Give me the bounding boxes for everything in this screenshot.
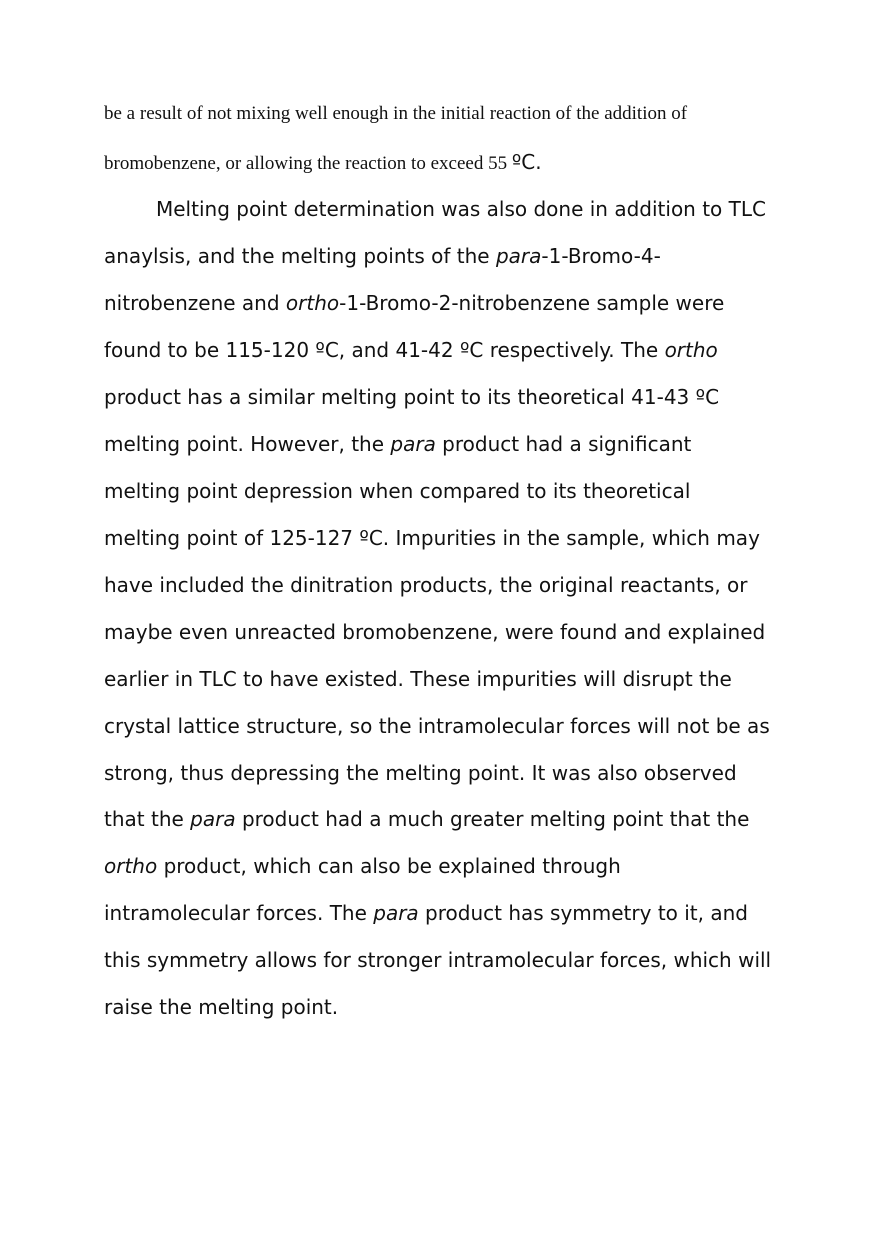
line-text: product has symmetry to it, and — [418, 901, 748, 925]
line-text: intramolecular forces. The — [104, 901, 374, 925]
line-text: product, which can also be explained through — [157, 854, 621, 878]
line-text: product has a similar melting point to its theoretical 41-43 ºC — [104, 385, 720, 409]
text-line — [104, 901, 748, 925]
line-text: earlier in TLC to have existed. These impurities will disrupt the — [104, 667, 732, 691]
line-text: -1-Bromo-4- — [541, 244, 661, 268]
line-text: strong, thus depressing the melting point. It was also observed — [104, 761, 737, 785]
text-line — [104, 620, 765, 644]
text-line — [104, 150, 542, 175]
text-line — [104, 338, 718, 362]
temperature-unit: ºC. — [511, 150, 542, 174]
text-line — [104, 291, 724, 315]
text-line — [104, 761, 737, 785]
line-text: product had a much greater melting point that the — [235, 807, 750, 831]
italic-term: ortho — [664, 338, 718, 362]
line-text: product had a significant — [435, 432, 692, 456]
line-text: this symmetry allows for stronger intramolecular forces, which will — [104, 948, 772, 972]
line-text: anaylsis, and the melting points of the — [104, 244, 496, 268]
line-text: raise the melting point. — [104, 995, 339, 1019]
text-line — [104, 432, 691, 456]
line-text: be a result of not mixing well enough in the initial reaction of the addition of — [104, 103, 688, 124]
line-text: Melting point determination was also done in addition to TLC — [156, 197, 766, 221]
italic-term: ortho — [285, 291, 340, 315]
italic-term: para — [495, 244, 542, 268]
text-line — [104, 995, 338, 1019]
text-line — [104, 667, 732, 691]
line-text: melting point depression when compared to its theoretical — [104, 479, 691, 503]
line-text: have included the dinitration products, the original reactants, or — [104, 573, 748, 597]
line-text: melting point. However, the — [104, 432, 391, 456]
italic-term: ortho — [104, 854, 158, 878]
paragraph-first-line — [156, 197, 766, 221]
text-line — [104, 385, 719, 409]
text-line — [104, 714, 770, 738]
italic-term: para — [190, 807, 236, 831]
line-text: found to be 115-120 ºC, and 41-42 ºC respectively. The — [104, 338, 665, 362]
text-line — [104, 854, 621, 878]
line-text: -1-Bromo-2-nitrobenzene sample were — [339, 291, 725, 315]
text-line — [104, 244, 661, 268]
line-text: melting point of 125-127 ºC. Impurities in the sample, which may — [104, 526, 760, 550]
italic-term: para — [390, 432, 436, 456]
text-line — [104, 807, 749, 831]
line-text: that the — [104, 807, 191, 831]
line-text: nitrobenzene and — [104, 291, 286, 315]
text-line — [104, 948, 771, 972]
text-line — [104, 103, 687, 125]
text-line — [104, 479, 690, 503]
italic-term: para — [373, 901, 419, 925]
line-text: bromobenzene, or allowing the reaction to exceed 55 — [104, 153, 512, 174]
line-text: crystal lattice structure, so the intramolecular forces will not be as — [104, 714, 770, 738]
line-text: maybe even unreacted bromobenzene, were found and explained — [104, 620, 766, 644]
text-line — [104, 526, 760, 550]
text-line — [104, 573, 748, 597]
